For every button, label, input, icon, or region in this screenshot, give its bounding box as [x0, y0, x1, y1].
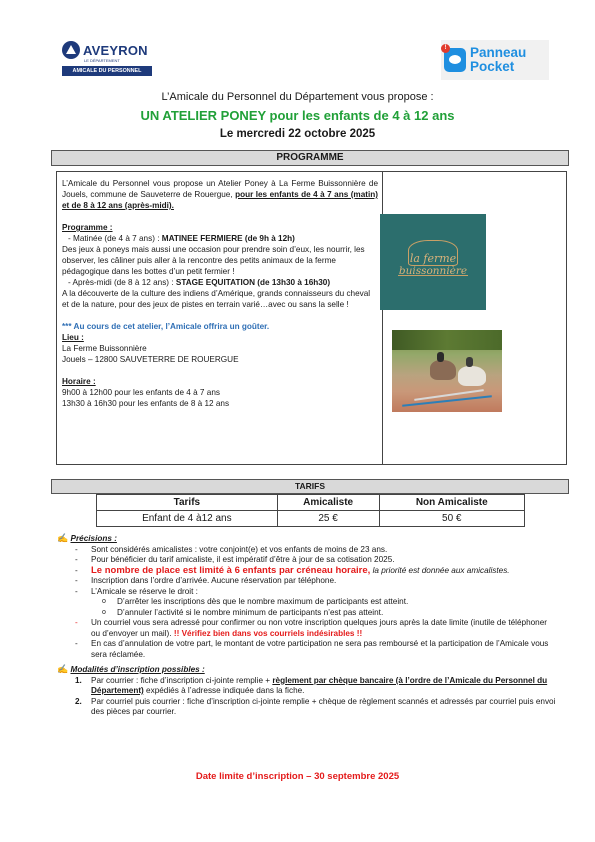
precision-5: L’Amicale se réserve le droit : — [91, 586, 198, 596]
aveyron-name: AVEYRON — [83, 42, 148, 58]
lieu-line-2: Jouels – 12800 SAUVETERRE DE ROUERGUE — [62, 355, 239, 364]
matinee-label: - Matinée (de 4 à 7 ans) : — [68, 234, 162, 243]
precision-1: Sont considérés amicalistes : votre conjoint(e) et vos enfants de moins de 23 ans. — [91, 544, 388, 554]
programme-intro-b: pour les enfants de 4 à 7 ans (matin) et de 8 à 12 ans (après-midi). — [62, 190, 378, 210]
bullet-dash: - — [75, 565, 78, 575]
bullet-dash: - — [75, 618, 78, 627]
deadline-text: Date limite d’inscription – 30 septembre 2025 — [195, 771, 400, 782]
precision-4: Inscription dans l’ordre d’arrivée. Aucune réservation par téléphone. — [91, 576, 337, 585]
modalite-2: Par courriel puis courrier : fiche d’inscription ci-jointe remplie + chèque de règlement scannés et adressés par courriel puis envoi des pièces par courrier. — [91, 696, 556, 716]
table-cell: Enfant de 4 à12 ans — [97, 511, 278, 527]
programme-intro — [62, 178, 378, 211]
programme-heading: PROGRAMME — [51, 150, 569, 166]
bullet-dash: - — [75, 576, 78, 585]
list-item — [57, 618, 557, 639]
number-1: 1. — [75, 675, 82, 685]
table-cell: 25 € — [277, 511, 379, 527]
bullet-dash: - — [75, 544, 78, 554]
precisions-heading — [57, 533, 557, 545]
aveyron-logo — [62, 41, 154, 78]
panneau-pocket-logo — [441, 40, 549, 80]
matinee-title: MATINEE FERMIERE (de 9h à 12h) — [161, 234, 295, 243]
modalites-label: Modalités d’inscription possibles : — [70, 665, 205, 674]
list-item — [57, 587, 557, 598]
list-item — [57, 597, 557, 608]
details-section — [57, 533, 557, 718]
precision-5-sub-1: D’arrêter les inscriptions dès que le nombre maximum de participants est atteint. — [117, 597, 409, 606]
ferme-buissonniere-logo — [380, 214, 486, 310]
list-item — [57, 676, 557, 697]
precision-3-italic: la priorité est donnée aux amicalistes. — [370, 565, 510, 575]
gouter-note: *** Au cours de cet atelier, l’Amicale offrira un goûter. — [62, 322, 270, 331]
list-item — [57, 566, 557, 577]
list-item — [57, 545, 557, 556]
tarifs-heading: TARIFS — [51, 479, 569, 494]
number-2: 2. — [75, 696, 82, 706]
bullet-circle: o — [102, 608, 106, 616]
table-cell: 50 € — [379, 511, 524, 527]
programme-box — [56, 171, 567, 465]
programme-label: Programme : — [62, 223, 113, 232]
ferme-logo-line1: la ferme — [409, 252, 457, 265]
lieu-line-1: La Ferme Buissonnière — [62, 344, 147, 353]
matinee-line — [62, 233, 378, 244]
matinee-description: Des jeux à poneys mais aussi une occasion pour prendre soin d’eux, les nourrir, les observer, les câliner puis aller à la rencontre des petits animaux de la ferme pédagogique dans les bottes d’un petit fermier ! — [62, 245, 365, 276]
intro-text: L’Amicale du Personnel du Département vous propose : — [161, 91, 434, 103]
precisions-label: Précisions : — [70, 534, 117, 543]
horaire-line-1: 9h00 à 12h00 pour les enfants de 4 à 7 ans — [62, 388, 220, 397]
programme-intro-a: L’Amicale du Personnel vous propose un Atelier Poney à La Ferme Buissonnière de Jouels, commune de Sauveterre de Rouergue, — [62, 179, 378, 199]
aprem-description: A la découverte de la culture des indiens d’Amérique, grands connaisseurs du cheval et de la nature, pour des jeux de pistes en terrain varié…avec ou sans la selle ! — [62, 289, 371, 309]
hand-pointer-icon: ✍ — [57, 533, 69, 543]
bullet-dash: - — [75, 639, 78, 648]
horaire-label: Horaire : — [62, 377, 96, 386]
panneau-pocket-icon — [444, 45, 466, 72]
bullet-dash: - — [75, 586, 78, 596]
hand-pointer-icon: ✍ — [57, 664, 69, 674]
aprem-title: STAGE EQUITATION (de 13h30 à 16h30) — [175, 278, 331, 287]
modalites-heading — [57, 664, 557, 676]
precision-7: En cas d’annulation de votre part, le montant de votre participation ne sera pas remboursé et la participation de l’Amicale vous sera réclamée. — [91, 639, 549, 659]
list-item — [57, 608, 557, 619]
aprem-label: - Après-midi (de 8 à 12 ans) : — [68, 278, 176, 287]
horaire-line-2: 13h30 à 16h30 pour les enfants de 8 à 12 ans — [62, 399, 230, 408]
programme-text — [62, 178, 378, 409]
table-header: Tarifs — [97, 495, 278, 511]
list-item — [57, 639, 557, 660]
aveyron-subtitle: LE DÉPARTEMENT — [84, 58, 120, 63]
modalite-1-b: règlement par chèque bancaire (à l’ordre de l’Amicale du Personnel du Département) — [91, 675, 548, 695]
modalite-1-c: expédiés à l’adresse indiquée dans la fiche. — [143, 686, 305, 695]
precision-6-warning: !! Vérifiez bien dans vos courriels indésirables !! — [171, 628, 363, 638]
bullet-dash: - — [75, 555, 78, 564]
precision-6: Un courriel vous sera adressé pour confirmer ou non votre inscription quelques jours après la date limite (inutile de téléphoner ou d’envoyer un mail). — [91, 618, 548, 638]
table-header: Non Amicaliste — [379, 495, 524, 511]
aveyron-band: AMICALE DU PERSONNEL — [62, 66, 152, 76]
list-item — [57, 576, 557, 587]
table-header: Amicaliste — [277, 495, 379, 511]
precision-3-red: Le nombre de place est limité à 6 enfants par créneau horaire, — [91, 564, 371, 576]
aprem-line — [62, 277, 378, 288]
bullet-circle: o — [102, 598, 106, 605]
panneau-pocket-line1: Panneau — [470, 45, 527, 60]
lieu-label: Lieu : — [62, 333, 84, 342]
panneau-pocket-line2: Pocket — [470, 59, 515, 74]
alert-badge: ! — [441, 44, 450, 53]
ferme-logo-line2: buissonnière — [398, 265, 468, 277]
tarifs-table — [96, 494, 525, 527]
modalite-1-a: Par courrier : fiche d’inscription ci-jointe remplie + — [91, 675, 273, 685]
table-row — [97, 511, 525, 527]
horse-riding-photo — [392, 330, 502, 412]
page-title: UN ATELIER PONEY pour les enfants de 4 à 12 ans — [140, 108, 455, 123]
event-date: Le mercredi 22 octobre 2025 — [219, 128, 376, 140]
list-item — [57, 697, 557, 718]
aveyron-emblem-icon — [62, 41, 80, 59]
precision-2: Pour bénéficier du tarif amicaliste, il est impératif d’être à jour de sa cotisation 2025. — [91, 555, 395, 564]
precision-5-sub-2: D’annuler l’activité si le nombre minimum de participants n’est pas atteint. — [117, 607, 384, 617]
